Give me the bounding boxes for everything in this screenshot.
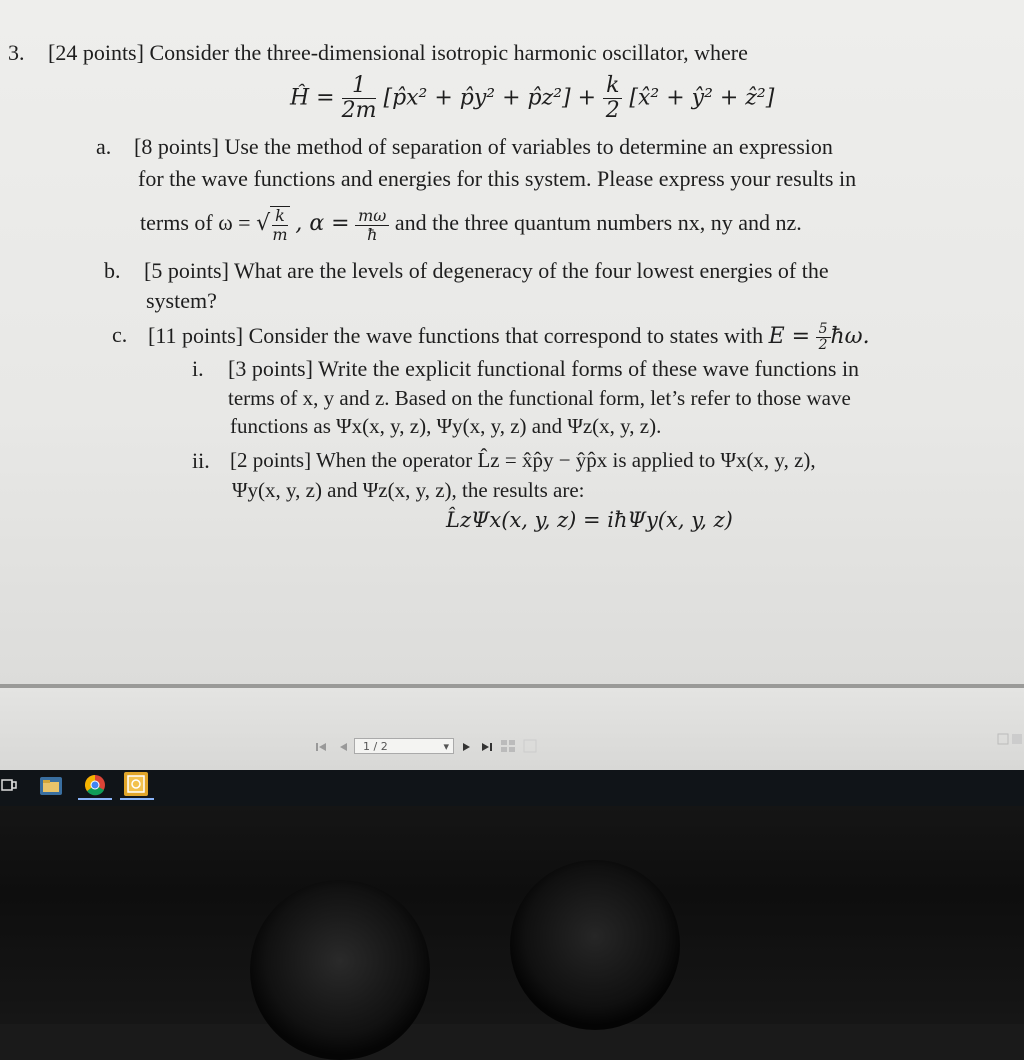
previous-page-button[interactable] — [336, 740, 350, 754]
page-view-icon — [522, 738, 538, 754]
sqrt-numerator: k — [272, 207, 288, 226]
next-page-icon — [460, 740, 474, 754]
app-button[interactable] — [124, 772, 148, 796]
pdf-toolbar — [0, 688, 1024, 770]
energy-lhs: E = — [768, 323, 811, 349]
alpha-numerator: mω — [355, 207, 389, 226]
part-b-line-2: system? — [146, 288, 217, 313]
energy-numerator: 5 — [816, 322, 831, 338]
last-page-icon — [480, 740, 494, 754]
omega-definition: terms of ω = — [140, 210, 251, 236]
part-c-line-1 — [148, 322, 870, 354]
hamiltonian-positions: [x̂² + ŷ² + ẑ²] — [629, 85, 775, 111]
part-cii-label: ii. — [192, 448, 210, 473]
chrome-icon — [84, 774, 106, 796]
fraction-1-numerator: 1 — [342, 74, 377, 99]
speaker-left — [250, 880, 430, 1060]
fraction-2-denominator: 2 — [605, 98, 620, 124]
problem-header: [24 points] Consider the three-dimensional isotropic harmonic oscillator, where — [48, 40, 748, 65]
part-ci-label: i. — [192, 356, 204, 381]
angular-momentum-equation: L̂zΨx(x, y, z) = iħΨy(x, y, z) — [446, 508, 733, 532]
chrome-button[interactable] — [84, 774, 106, 796]
taskbar-active-indicator — [78, 798, 112, 800]
first-page-icon — [314, 740, 328, 754]
app-icon — [124, 772, 148, 796]
part-a-line-3 — [140, 206, 802, 243]
task-view-button[interactable] — [0, 776, 20, 794]
fraction-2-numerator: k — [603, 74, 622, 99]
part-b-line-1: [5 points] What are the levels of degeneracy of the four lowest energies of the — [144, 258, 829, 283]
energy-rhs: ħω. — [830, 323, 870, 349]
file-explorer-button[interactable] — [40, 777, 62, 795]
taskbar — [0, 770, 1024, 806]
hamiltonian-fraction-1 — [342, 74, 377, 123]
thumbnails-button[interactable] — [500, 738, 516, 754]
taskbar-active-indicator — [120, 798, 154, 800]
file-explorer-icon — [40, 777, 62, 795]
part-ci-line-3: functions as Ψx(x, y, z), Ψy(x, y, z) and Ψz(x, y, z). — [230, 414, 662, 438]
window-button[interactable] — [996, 732, 1024, 746]
part-c-text: [11 points] Consider the wave functions that correspond to states with — [148, 322, 764, 348]
previous-page-icon — [336, 740, 350, 754]
fraction-1-denominator: 2m — [341, 98, 377, 124]
hamiltonian-lhs: Ĥ = — [290, 85, 335, 111]
page-number-input[interactable] — [354, 738, 454, 754]
sqrt-symbol: √ — [256, 211, 271, 237]
part-b-label: b. — [104, 258, 121, 283]
first-page-button[interactable] — [314, 740, 328, 754]
monitor-bezel — [0, 806, 1024, 1024]
page-indicator-text: 1 / 2 — [363, 740, 388, 753]
problem-number: 3. — [8, 40, 25, 65]
part-a-line-2: for the wave functions and energies for this system. Please express your results in — [138, 166, 857, 191]
part-c-label: c. — [112, 322, 128, 347]
task-view-icon — [0, 776, 20, 794]
part-ci-line-1: [3 points] Write the explicit functional forms of these wave functions in — [228, 356, 860, 381]
part-cii-line-1: [2 points] When the operator L̂z = x̂p̂y − ŷp̂x is applied to Ψx(x, y, z), — [230, 448, 816, 472]
speaker-right — [510, 860, 680, 1030]
chevron-down-icon: ▾ — [443, 740, 449, 753]
hamiltonian-equation — [290, 74, 774, 123]
alpha-fraction — [355, 207, 389, 243]
sqrt-denominator: m — [272, 224, 288, 244]
alpha-denominator: ħ — [367, 224, 378, 244]
window-icon — [996, 732, 1024, 746]
energy-fraction — [816, 322, 831, 354]
part-a-label: a. — [96, 134, 112, 159]
sqrt-fraction — [272, 207, 288, 243]
last-page-button[interactable] — [480, 740, 494, 754]
quantum-numbers-text: and the three quantum numbers nx, ny and nz. — [394, 210, 802, 236]
part-a-line-1: [8 points] Use the method of separation of variables to determine an expression — [134, 134, 833, 159]
next-page-button[interactable] — [460, 740, 474, 754]
energy-denominator: 2 — [818, 337, 828, 354]
view-mode-button[interactable] — [522, 738, 538, 754]
part-cii-line-2: Ψy(x, y, z) and Ψz(x, y, z), the results are: — [232, 478, 585, 502]
part-ci-line-2: terms of x, y and z. Based on the functional form, let’s refer to those wave — [228, 386, 851, 410]
hamiltonian-momenta: [p̂x² + p̂y² + p̂z²] + — [383, 85, 597, 111]
grid-icon — [500, 738, 516, 754]
alpha-symbol: , α = — [295, 211, 350, 237]
hamiltonian-fraction-2 — [603, 74, 622, 123]
